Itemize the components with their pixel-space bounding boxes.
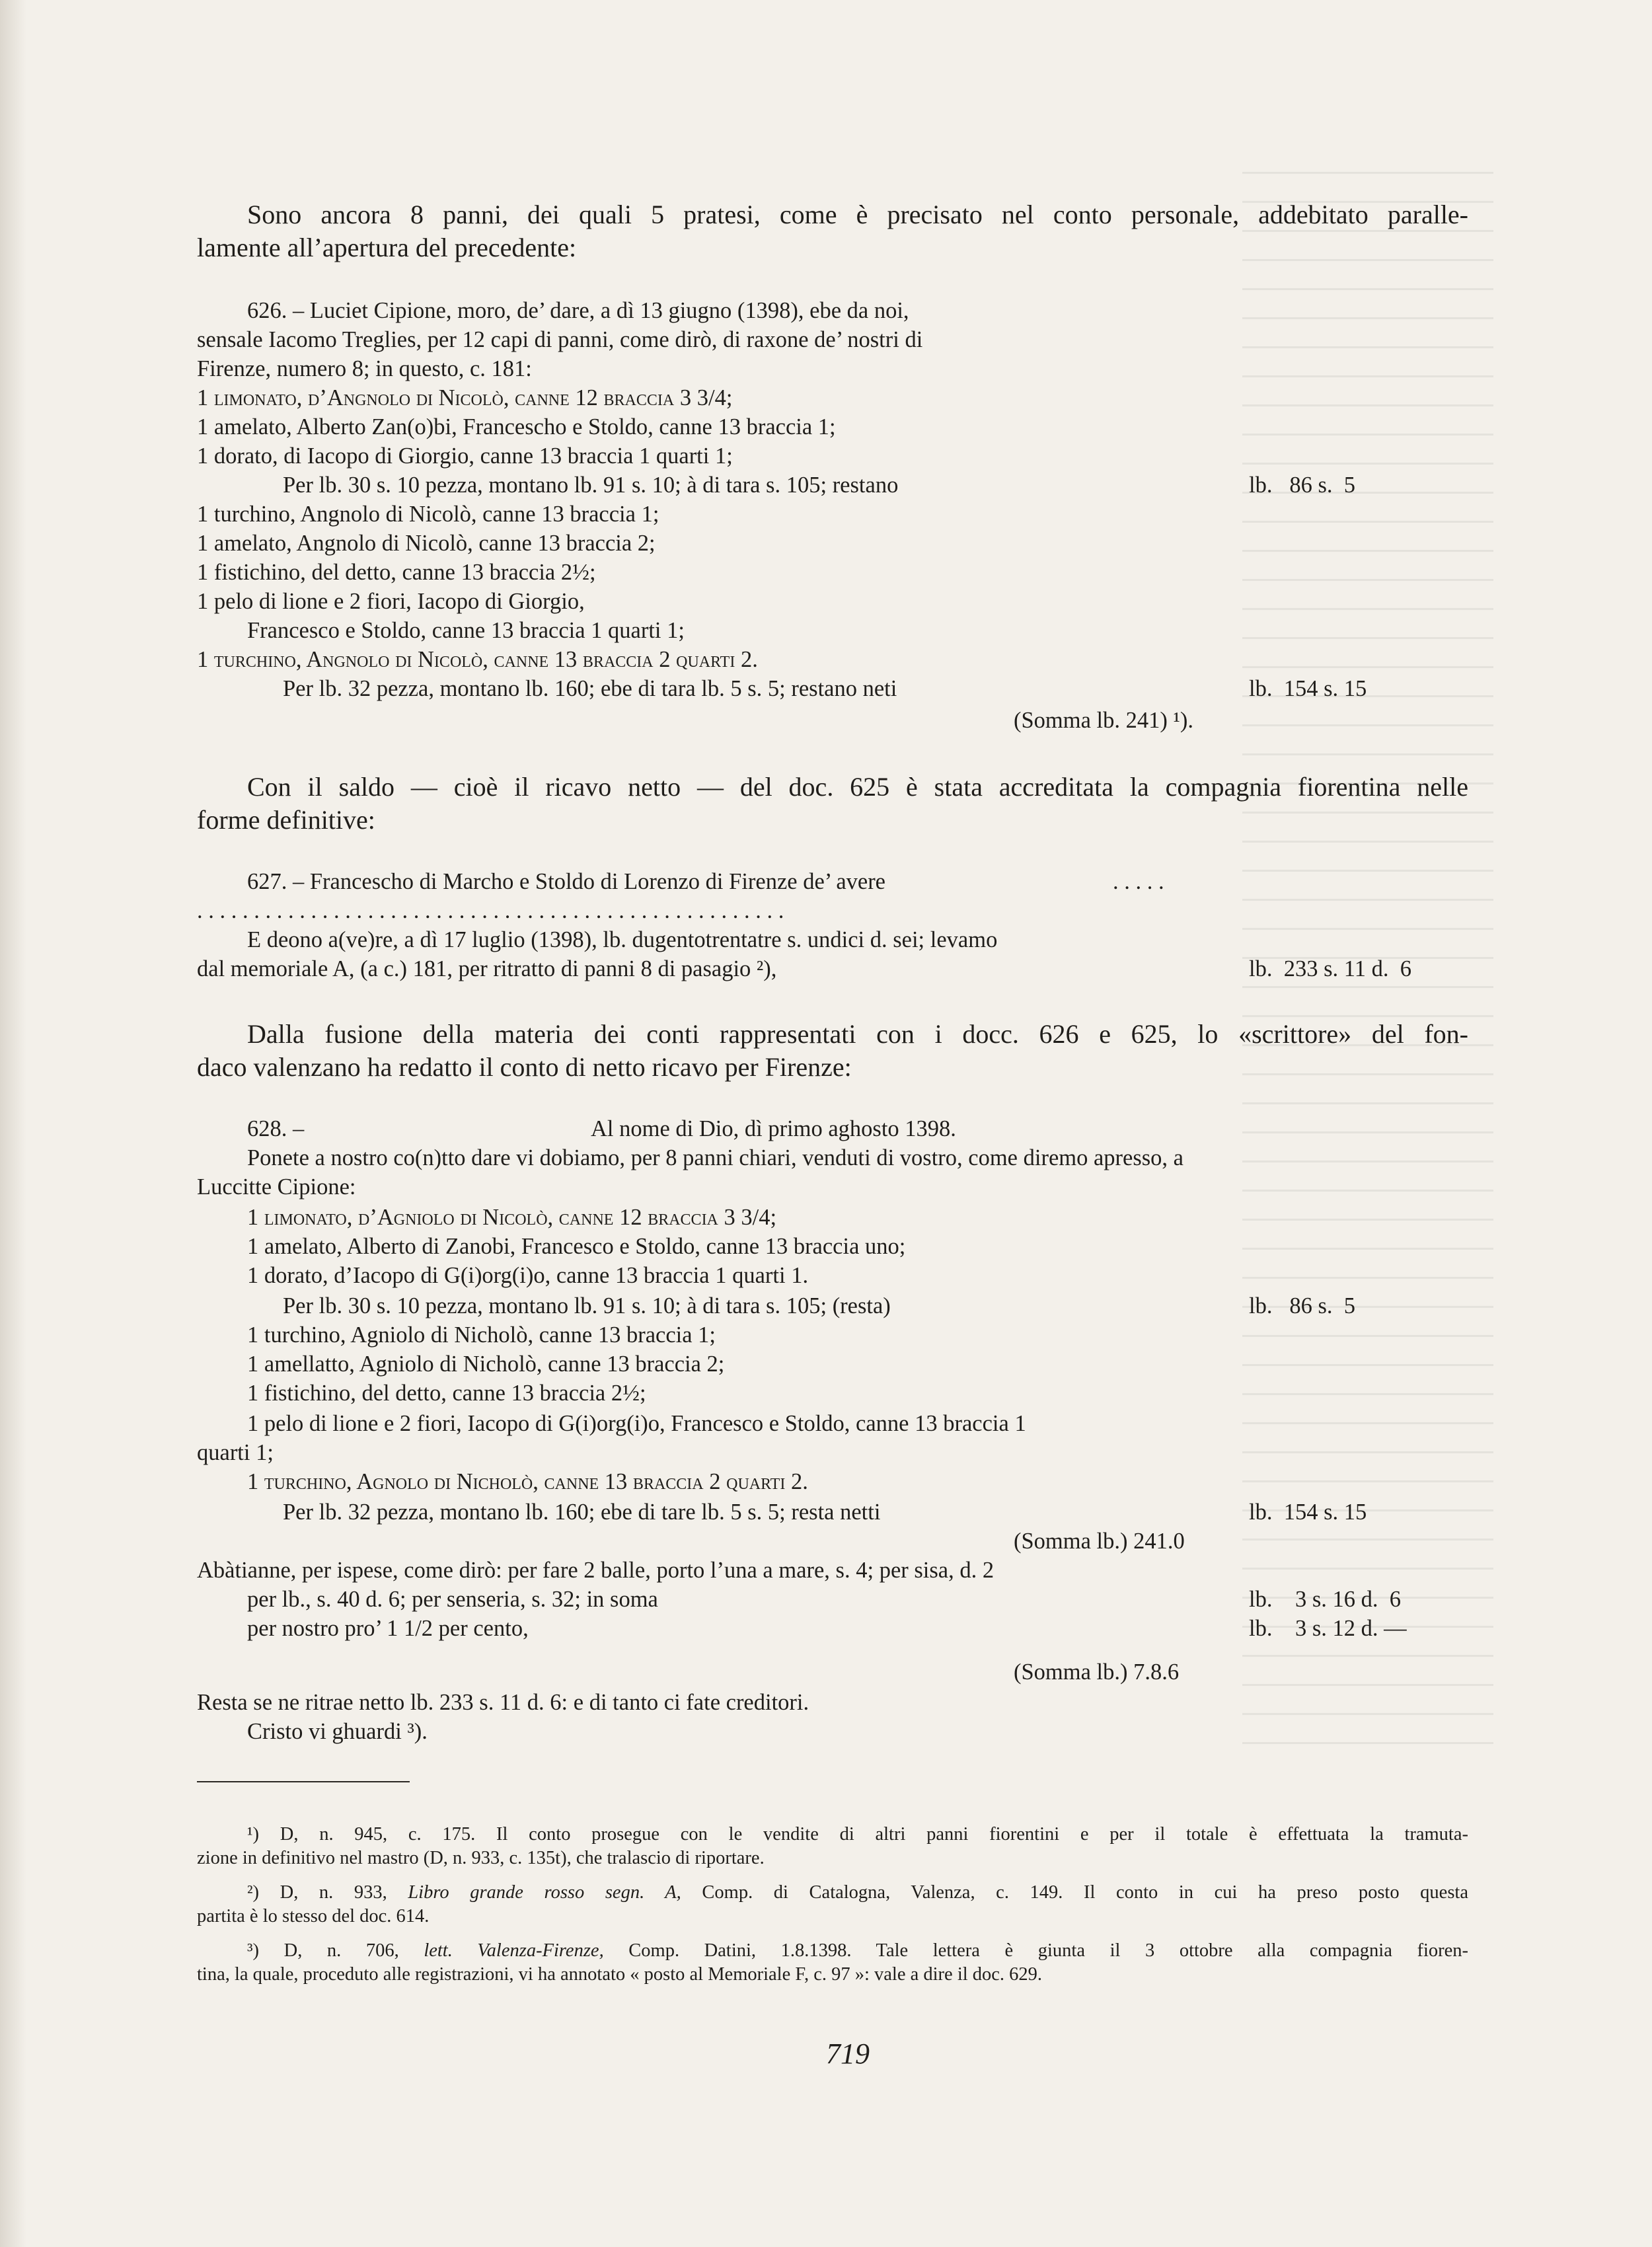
doc-628-line-10: 1 pelo di lione e 2 fiori, Iacopo di G(i)org(i)o, Francesco e Stoldo, canne 13 braccia 1 (247, 1411, 1026, 1436)
doc-627-line-4: dal memoriale A, (a c.) 181, per ritratto di panni 8 di pasagio ²), (197, 956, 777, 981)
doc-626-amount-2: lb. 154 s. 15 (1249, 676, 1367, 701)
doc-626-line-3: Firenze, numero 8; in questo, c. 181: (197, 356, 532, 381)
doc-627-line-3: E deono a(ve)re, a dì 17 luglio (1398), lb. dugentotrentatre s. undici d. sei; levamo (247, 927, 998, 952)
doc-628-line-5: 1 dorato, d’Iacopo di G(i)org(i)o, canne 13 braccia 1 quarti 1. (247, 1263, 809, 1288)
doc-628-amount-3: lb. 3 s. 16 d. 6 (1249, 1587, 1402, 1612)
footnote-3-line-2: tina, la quale, proceduto alle registrazioni, vi ha annotato « posto al Memoriale F, c. 97 »: vale a dire il doc. 629. (197, 1964, 1043, 1985)
footnote-3-title: lett. Valenza-Firenze, (424, 1940, 604, 1961)
footnote-1-line-2: zione in definitivo nel mastro (D, n. 933, c. 135t), che tralascio di riportare. (197, 1848, 765, 1868)
doc-626-line-6: 1 dorato, di Iacopo di Giorgio, canne 13 braccia 1 quarti 1; (197, 443, 733, 469)
doc-628-sum-1: (Somma lb.) 241.0 (1014, 1529, 1185, 1554)
footnote-3-pre: ³) D, n. 706, (247, 1940, 424, 1961)
doc-628-line-11: quarti 1; (197, 1440, 274, 1465)
intro-para-2-line-2: forme definitive: (197, 805, 375, 835)
doc-626-line-5: 1 amelato, Alberto Zan(o)bi, Francescho e Stoldo, canne 13 braccia 1; (197, 414, 836, 439)
doc-628-line-12: 1 turchino, Agnolo di Nicholò, canne 13 braccia 2 quarti 2. (247, 1469, 808, 1494)
footnote-3-line-1 (247, 1939, 1468, 1963)
doc-628-line-7: 1 turchino, Agniolo di Nicholò, canne 13 braccia 1; (247, 1322, 716, 1348)
page-gutter-shade (0, 0, 26, 2247)
doc-628-sum-2: (Somma lb.) 7.8.6 (1014, 1659, 1180, 1685)
doc-628-line-9: 1 fistichino, del detto, canne 13 braccia 2½; (247, 1381, 646, 1406)
doc-627-line-1: 627. – Francescho di Marcho e Stoldo di Lorenzo di Firenze de’ avere (247, 869, 885, 894)
doc-626-line-9: 1 amelato, Angnolo di Nicolò, canne 13 braccia 2; (197, 531, 656, 556)
doc-628-number: 628. – (247, 1116, 305, 1141)
doc-628-heading: Al nome di Dio, dì primo aghosto 1398. (591, 1116, 956, 1141)
footnote-2-pre: ²) D, n. 933, (247, 1882, 408, 1903)
doc-626-line-2: sensale Iacomo Treglies, per 12 capi di panni, come dirò, di raxone de’ nostri di (197, 327, 923, 352)
footnote-1-line-1: ¹) D, n. 945, c. 175. Il conto prosegue con le vendite di altri panni fiorentini e per il totale è effettuata la tramuta- (247, 1824, 1468, 1845)
doc-627-dots-short: . . . . . (1113, 869, 1164, 894)
doc-628-amount-1: lb. 86 s. 5 (1249, 1293, 1356, 1318)
doc-628-amount-4: lb. 3 s. 12 d. — (1249, 1616, 1407, 1641)
doc-626-line-12: Francesco e Stoldo, canne 13 braccia 1 quarti 1; (247, 618, 685, 643)
doc-626-line-13: 1 turchino, Angnolo di Nicolò, canne 13 braccia 2 quarti 2. (197, 647, 758, 672)
doc-626-amount-1: lb. 86 s. 5 (1249, 473, 1356, 498)
doc-628-line-15: Abàtianne, per ispese, come dirò: per fare 2 balle, porto l’una a mare, s. 4; per sisa, d. 2 (197, 1558, 995, 1583)
doc-628-line-17: per nostro pro’ 1 1/2 per cento, (247, 1616, 529, 1641)
doc-626-line-4: 1 limonato, d’Angnolo di Nicolò, canne 12 braccia 3 3/4; (197, 385, 733, 410)
doc-626-sum: (Somma lb. 241) ¹). (1014, 708, 1193, 733)
book-page (197, 0, 1476, 2247)
footnote-2-line-2: partita è lo stesso del doc. 614. (197, 1906, 430, 1926)
intro-para-2-line-1: Con il saldo — cioè il ricavo netto — del doc. 625 è stata accreditata la compagnia fiorentina nelle (247, 772, 1468, 802)
doc-626-line-8: 1 turchino, Angnolo di Nicolò, canne 13 braccia 1; (197, 502, 659, 527)
footnote-2-post: Comp. di Catalogna, Valenza, c. 149. Il conto in cui ha preso posto questa (681, 1882, 1468, 1903)
intro-para-3-line-2: daco valenzano ha redatto il conto di netto ricavo per Firenze: (197, 1052, 852, 1082)
footnote-2-line-1 (247, 1881, 1468, 1905)
doc-628-line-13: Per lb. 32 pezza, montano lb. 160; ebe di tare lb. 5 s. 5; resta netti (283, 1500, 881, 1525)
doc-628-line-19: Resta se ne ritrae netto lb. 233 s. 11 d. 6: e di tanto ci fate creditori. (197, 1690, 809, 1715)
doc-628-amount-2: lb. 154 s. 15 (1249, 1500, 1367, 1525)
intro-para-1-line-2: lamente all’apertura del precedente: (197, 233, 577, 262)
doc-626-line-7: Per lb. 30 s. 10 pezza, montano lb. 91 s. 10; à di tara s. 105; restano (283, 473, 899, 498)
doc-627-dots-long: . . . . . . . . . . . . . . . . . . . . . . . . . . . . . . . . . . . . . . . . . . . . . . . . . . . . (197, 898, 784, 923)
doc-628-line-2: Luccitte Cipione: (197, 1174, 356, 1200)
doc-628-line-1: Ponete a nostro co(n)tto dare vi dobiamo, per 8 panni chiari, venduti di vostro, come diremo apresso, a (247, 1145, 1183, 1170)
doc-626-line-1: 626. – Luciet Cipione, moro, de’ dare, a dì 13 giugno (1398), ebe da noi, (247, 298, 909, 323)
doc-627-amount: lb. 233 s. 11 d. 6 (1249, 956, 1411, 981)
doc-626-line-14: Per lb. 32 pezza, montano lb. 160; ebe di tara lb. 5 s. 5; restano neti (283, 676, 897, 701)
doc-628-line-8: 1 amellatto, Agniolo di Nicholò, canne 13 braccia 2; (247, 1352, 725, 1377)
footnote-3-post: Comp. Datini, 1.8.1398. Tale lettera è giunta il 3 ottobre alla compagnia fioren- (603, 1940, 1468, 1961)
doc-628-line-16: per lb., s. 40 d. 6; per senseria, s. 32; in soma (247, 1587, 658, 1612)
intro-para-3-line-1: Dalla fusione della materia dei conti rappresentati con i docc. 626 e 625, lo «scrittore» del fon- (247, 1019, 1468, 1049)
doc-628-line-3: 1 limonato, d’Agniolo di Nicolò, canne 12 braccia 3 3/4; (247, 1205, 777, 1230)
footnote-2-title: Libro grande rosso segn. A, (408, 1882, 681, 1903)
intro-para-1-line-1: Sono ancora 8 panni, dei quali 5 pratesi, come è precisato nel conto personale, addebitato paralle- (247, 200, 1468, 229)
doc-628-line-20: Cristo vi ghuardi ³). (247, 1719, 428, 1744)
doc-626-line-10: 1 fistichino, del detto, canne 13 braccia 2½; (197, 560, 596, 585)
footnote-rule (197, 1781, 410, 1782)
doc-626-line-11: 1 pelo di lione e 2 fiori, Iacopo di Giorgio, (197, 589, 585, 614)
doc-628-line-6: Per lb. 30 s. 10 pezza, montano lb. 91 s. 10; à di tara s. 105; (resta) (283, 1293, 891, 1318)
doc-628-line-4: 1 amelato, Alberto di Zanobi, Francesco e Stoldo, canne 13 braccia uno; (247, 1234, 906, 1259)
page-number: 719 (826, 2038, 870, 2070)
